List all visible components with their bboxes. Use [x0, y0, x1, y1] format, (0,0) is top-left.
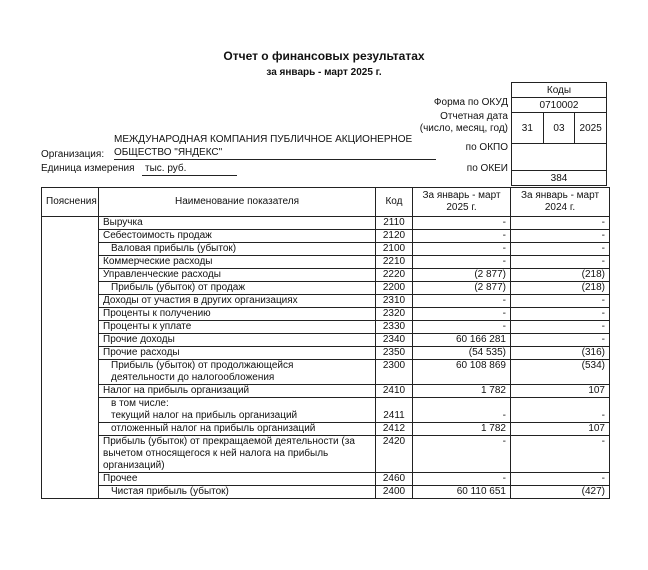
- row-name: Налог на прибыль организаций: [99, 385, 376, 398]
- row-code: 2400: [376, 486, 413, 499]
- okpo-label: по ОКПО: [465, 142, 508, 153]
- okei-code: 384: [512, 171, 607, 186]
- row-value-2024: 107: [511, 385, 610, 398]
- row-value-2025: -: [413, 321, 511, 334]
- unit-value: тыс. руб.: [145, 163, 187, 174]
- row-value-2024: (218): [511, 282, 610, 295]
- row-value-2024: -: [511, 256, 610, 269]
- row-value-2024: -: [511, 230, 610, 243]
- row-name: Выручка: [99, 217, 376, 230]
- row-code: 2412: [376, 423, 413, 436]
- okpo-code: [512, 144, 607, 171]
- row-value-2024: -: [511, 473, 610, 486]
- row-code: 2110: [376, 217, 413, 230]
- table-row: [42, 217, 610, 230]
- row-name: Прочие расходы: [99, 347, 376, 360]
- okud-label: Форма по ОКУД: [433, 97, 508, 108]
- row-value-2025: 60 166 281: [413, 334, 511, 347]
- row-name-line: организаций): [103, 460, 165, 471]
- row-name: Чистая прибыль (убыток): [99, 486, 376, 499]
- row-name: Управленческие расходы: [99, 269, 376, 282]
- financial-results-table: [41, 187, 610, 499]
- table-row: [42, 385, 610, 398]
- row-value-2025: (54 535): [413, 347, 511, 360]
- date-label-1: Отчетная дата: [440, 111, 508, 122]
- row-code: 2320: [376, 308, 413, 321]
- unit-underline: [142, 175, 237, 176]
- row-value-2024: -: [511, 217, 610, 230]
- row-code: 2330: [376, 321, 413, 334]
- row-value-2024: -: [511, 334, 610, 347]
- unit-label: Единица измерения: [41, 163, 135, 174]
- table-row: [42, 334, 610, 347]
- table-row: [42, 360, 610, 385]
- row-code: 2460: [376, 473, 413, 486]
- table-row: [42, 308, 610, 321]
- row-name: Прочие доходы: [99, 334, 376, 347]
- row-value-2024: -: [511, 295, 610, 308]
- okei-label: по ОКЕИ: [466, 163, 508, 174]
- row-value-2025: -: [413, 473, 511, 486]
- row-value-2024: (218): [511, 269, 610, 282]
- table-row: [42, 230, 610, 243]
- notes-cell: [42, 217, 99, 499]
- row-code: 2100: [376, 243, 413, 256]
- table-row: [42, 486, 610, 499]
- col-notes: Пояснения: [42, 188, 99, 217]
- col-indicator: Наименование показателя: [99, 188, 376, 217]
- row-name-line: Прибыль (убыток) от прекращаемой деятельности (за: [103, 436, 355, 447]
- row-code: 2120: [376, 230, 413, 243]
- row-value-2024: -: [511, 308, 610, 321]
- row-name-line: вычетом относящегося к ней налога на прибыль: [103, 448, 329, 459]
- row-value-2025: -: [413, 436, 511, 473]
- col-code: Код: [376, 188, 413, 217]
- org-underline: [114, 159, 436, 160]
- row-value-2025: -: [413, 308, 511, 321]
- table-row: [42, 256, 610, 269]
- row-value-2024: -: [511, 243, 610, 256]
- table-row: [42, 282, 610, 295]
- report-year: 2025: [575, 113, 607, 144]
- row-value-2025: (2 877): [413, 282, 511, 295]
- report-month: 03: [543, 113, 575, 144]
- col-2025: За январь - март 2025 г.: [413, 188, 511, 217]
- table-row: [42, 436, 610, 473]
- row-value-2024: (316): [511, 347, 610, 360]
- row-name: Коммерческие расходы: [99, 256, 376, 269]
- table-row: [42, 295, 610, 308]
- row-value-2024: -: [511, 436, 610, 473]
- row-name: [99, 398, 376, 423]
- row-code: 2220: [376, 269, 413, 282]
- table-row: [42, 321, 610, 334]
- org-name-line1: МЕЖДУНАРОДНАЯ КОМПАНИЯ ПУБЛИЧНОЕ АКЦИОНЕРНОЕ: [114, 134, 413, 145]
- row-value-2025: 60 108 869: [413, 360, 511, 385]
- row-value-2025: (2 877): [413, 269, 511, 282]
- row-code: 2340: [376, 334, 413, 347]
- row-value-2025: 1 782: [413, 423, 511, 436]
- row-code: 2420: [376, 436, 413, 473]
- row-name: Себестоимость продаж: [99, 230, 376, 243]
- row-value-2025: -: [413, 230, 511, 243]
- row-code: 2411: [376, 398, 413, 423]
- codes-box: [511, 82, 607, 186]
- row-name: отложенный налог на прибыль организаций: [99, 423, 376, 436]
- report-period: за январь - март 2025 г.: [266, 67, 382, 78]
- row-code: 2410: [376, 385, 413, 398]
- codes-title: Коды: [512, 83, 607, 98]
- row-name: Прочее: [99, 473, 376, 486]
- row-name: Проценты к получению: [99, 308, 376, 321]
- row-name: [99, 360, 376, 385]
- org-label: Организация:: [41, 149, 105, 160]
- row-code: 2200: [376, 282, 413, 295]
- table-row: [42, 347, 610, 360]
- table-row: [42, 243, 610, 256]
- row-value-2025: 1 782: [413, 385, 511, 398]
- row-value-2025: -: [413, 243, 511, 256]
- row-name-line: текущий налог на прибыль организаций: [111, 410, 298, 421]
- row-name: Доходы от участия в других организациях: [99, 295, 376, 308]
- report-day: 31: [512, 113, 544, 144]
- row-value-2024: (427): [511, 486, 610, 499]
- okud-code: 0710002: [512, 98, 607, 113]
- date-label-2: (число, месяц, год): [419, 123, 508, 134]
- row-name: Прибыль (убыток) от продаж: [99, 282, 376, 295]
- row-name: Проценты к уплате: [99, 321, 376, 334]
- row-value-2024: -: [511, 398, 610, 423]
- row-value-2025: -: [413, 217, 511, 230]
- report-title: Отчет о финансовых результатах: [223, 49, 425, 63]
- row-name-line: Прибыль (убыток) от продолжающейся: [111, 360, 294, 371]
- row-value-2025: -: [413, 398, 511, 423]
- row-value-2025: -: [413, 256, 511, 269]
- row-code: 2300: [376, 360, 413, 385]
- table-row: [42, 473, 610, 486]
- row-name-line: в том числе:: [111, 398, 169, 409]
- table-row: [42, 269, 610, 282]
- row-value-2024: (534): [511, 360, 610, 385]
- org-name-line2: ОБЩЕСТВО "ЯНДЕКС": [114, 147, 223, 158]
- row-value-2024: -: [511, 321, 610, 334]
- col-2024: За январь - март 2024 г.: [511, 188, 610, 217]
- table-row: [42, 398, 610, 423]
- table-row: [42, 423, 610, 436]
- row-name-line: деятельности до налогообложения: [111, 372, 275, 383]
- row-name: [99, 436, 376, 473]
- row-value-2024: 107: [511, 423, 610, 436]
- row-code: 2210: [376, 256, 413, 269]
- row-value-2025: 60 110 651: [413, 486, 511, 499]
- row-value-2025: -: [413, 295, 511, 308]
- row-code: 2350: [376, 347, 413, 360]
- row-code: 2310: [376, 295, 413, 308]
- row-name: Валовая прибыль (убыток): [99, 243, 376, 256]
